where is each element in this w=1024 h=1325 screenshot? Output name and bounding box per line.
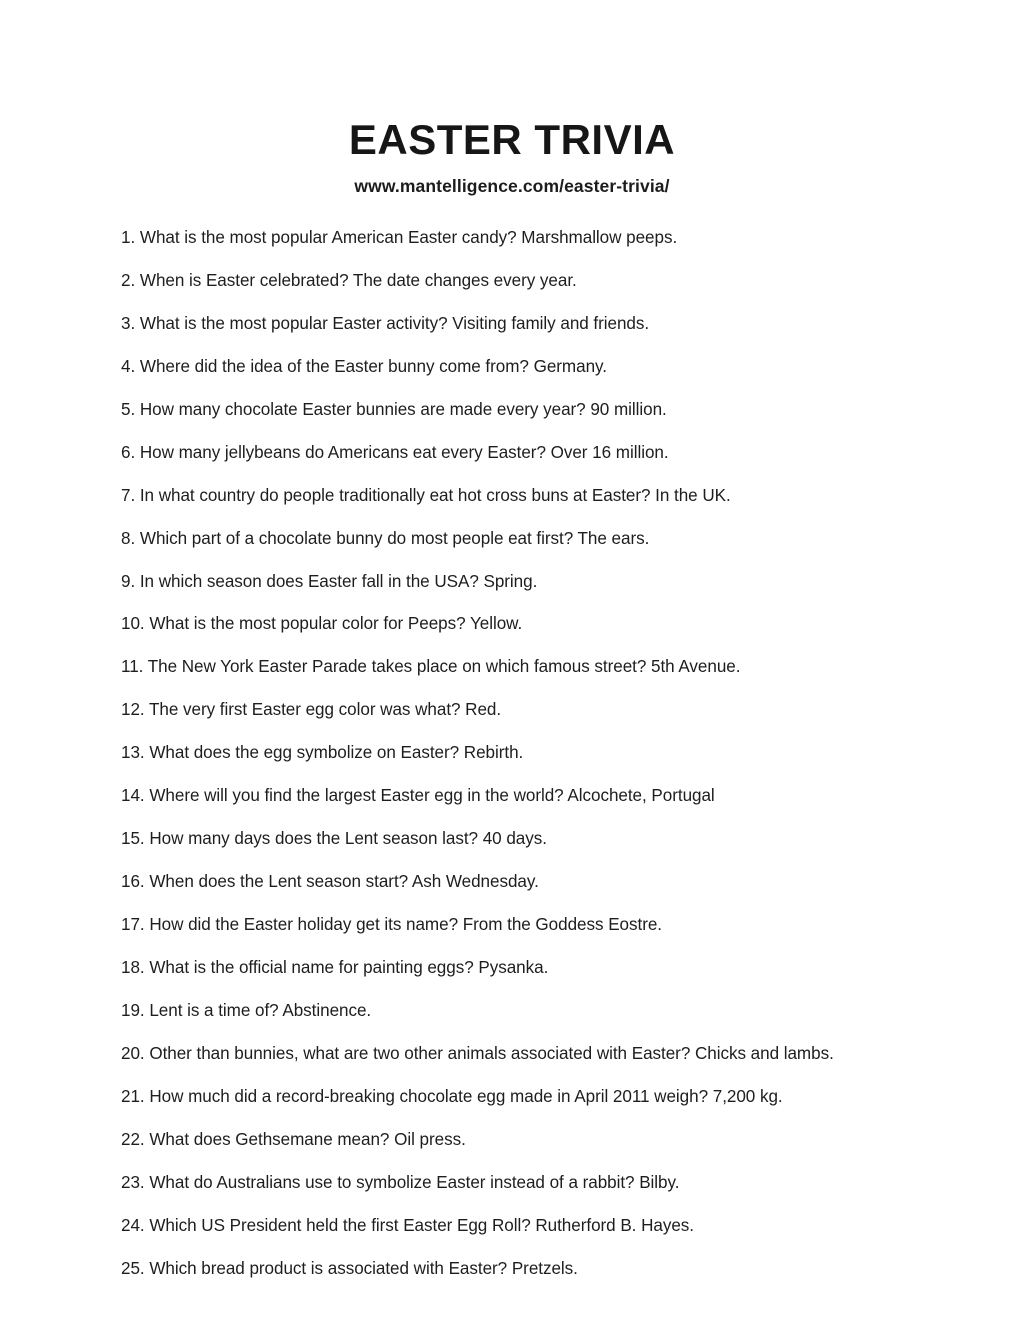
list-item-text: In what country do people traditionally eat hot cross buns at Easter? In the UK.	[139, 485, 731, 505]
list-item-number: 10.	[121, 614, 145, 634]
list-item-text: Which part of a chocolate bunny do most people eat first? The ears.	[139, 528, 650, 548]
list-item-text: What is the most popular color for Peeps? Yellow.	[149, 614, 523, 634]
list-item	[121, 786, 964, 807]
list-item-number: 3.	[121, 313, 136, 333]
list-item	[121, 271, 964, 292]
list-item-number: 2.	[121, 270, 136, 290]
list-item	[121, 228, 964, 249]
list-item-text: When does the Lent season start? Ash Wednesday.	[149, 872, 539, 892]
list-item-text: How many days does the Lent season last? 40 days.	[149, 829, 547, 849]
list-item-number: 17.	[121, 915, 145, 934]
list-item-text: Which bread product is associated with Easter? Pretzels.	[149, 1258, 578, 1278]
list-item-number: 24.	[121, 1215, 145, 1235]
list-item-text: In which season does Easter fall in the USA? Spring.	[139, 571, 538, 591]
document-header	[0, 0, 1024, 197]
list-item-number: 1.	[121, 228, 136, 247]
source-url: www.mantelligence.com/easter-trivia/	[354, 176, 670, 197]
list-item	[121, 1130, 964, 1151]
list-item-text: What is the official name for painting eggs? Pysanka.	[149, 957, 549, 977]
list-item	[121, 357, 964, 378]
list-item	[121, 743, 964, 764]
list-item-text: When is Easter celebrated? The date changes every year.	[139, 270, 577, 290]
list-item	[121, 572, 964, 593]
list-item-text: Which US President held the first Easter Egg Roll? Rutherford B. Hayes.	[149, 1215, 694, 1235]
list-item-number: 14.	[121, 786, 145, 806]
list-item-text: How did the Easter holiday get its name? From the Goddess Eostre.	[149, 915, 662, 934]
list-item	[121, 529, 964, 550]
list-item-text: How many chocolate Easter bunnies are made every year? 90 million.	[139, 399, 667, 419]
trivia-question-list	[121, 228, 964, 1301]
list-item-number: 5.	[121, 399, 136, 419]
list-item-text: How much did a record-breaking chocolate egg made in April 2011 weigh? 7,200 kg.	[149, 1086, 783, 1106]
list-item-number: 11.	[121, 657, 144, 677]
list-item-number: 16.	[121, 872, 145, 892]
list-item	[121, 314, 964, 335]
list-item	[121, 872, 964, 893]
list-item	[121, 1044, 964, 1065]
list-item-number: 18.	[121, 957, 145, 977]
list-item-number: 12.	[121, 700, 145, 720]
list-item-text: What does the egg symbolize on Easter? Rebirth.	[149, 743, 524, 763]
list-item-number: 22.	[121, 1129, 145, 1149]
list-item	[121, 1001, 964, 1022]
list-item	[121, 614, 964, 635]
list-item	[121, 400, 964, 421]
list-item-text: What is the most popular Easter activity? Visiting family and friends.	[139, 313, 650, 333]
list-item-text: The very first Easter egg color was what? Red.	[149, 700, 502, 720]
list-item-number: 20.	[121, 1043, 145, 1063]
page-title: EASTER TRIVIA	[348, 116, 676, 163]
list-item	[121, 1216, 964, 1237]
list-item-text: Where did the idea of the Easter bunny come from? Germany.	[139, 356, 607, 376]
list-item	[121, 486, 964, 507]
list-item-number: 21.	[121, 1086, 145, 1106]
list-item-number: 7.	[121, 485, 136, 505]
list-item	[121, 1259, 964, 1280]
list-item-text: The New York Easter Parade takes place on which famous street? 5th Avenue.	[147, 657, 741, 677]
list-item-text: Other than bunnies, what are two other animals associated with Easter? Chicks and lambs.	[149, 1043, 834, 1063]
list-item-number: 9.	[121, 571, 136, 591]
list-item-number: 15.	[121, 829, 145, 849]
list-item-number: 4.	[121, 356, 136, 376]
list-item	[121, 958, 964, 979]
list-item	[121, 700, 964, 721]
list-item	[121, 1087, 964, 1108]
list-item-text: Lent is a time of? Abstinence.	[149, 1000, 372, 1020]
list-item-number: 6.	[121, 442, 136, 462]
list-item-number: 23.	[121, 1172, 145, 1192]
list-item-number: 19.	[121, 1000, 145, 1020]
list-item-text: What does Gethsemane mean? Oil press.	[149, 1129, 466, 1149]
list-item	[121, 915, 964, 936]
list-item-number: 25.	[121, 1258, 145, 1278]
list-item-text: What do Australians use to symbolize Easter instead of a rabbit? Bilby.	[149, 1172, 680, 1192]
list-item	[121, 1173, 964, 1194]
list-item	[121, 443, 964, 464]
list-item-number: 13.	[121, 743, 145, 763]
list-item-number: 8.	[121, 528, 136, 548]
list-item-text: Where will you find the largest Easter egg in the world? Alcochete, Portugal	[149, 786, 715, 806]
list-item	[121, 829, 964, 850]
list-item-text: How many jellybeans do Americans eat every Easter? Over 16 million.	[139, 442, 669, 462]
list-item	[121, 657, 964, 678]
list-item-text: What is the most popular American Easter candy? Marshmallow peeps.	[139, 228, 678, 247]
